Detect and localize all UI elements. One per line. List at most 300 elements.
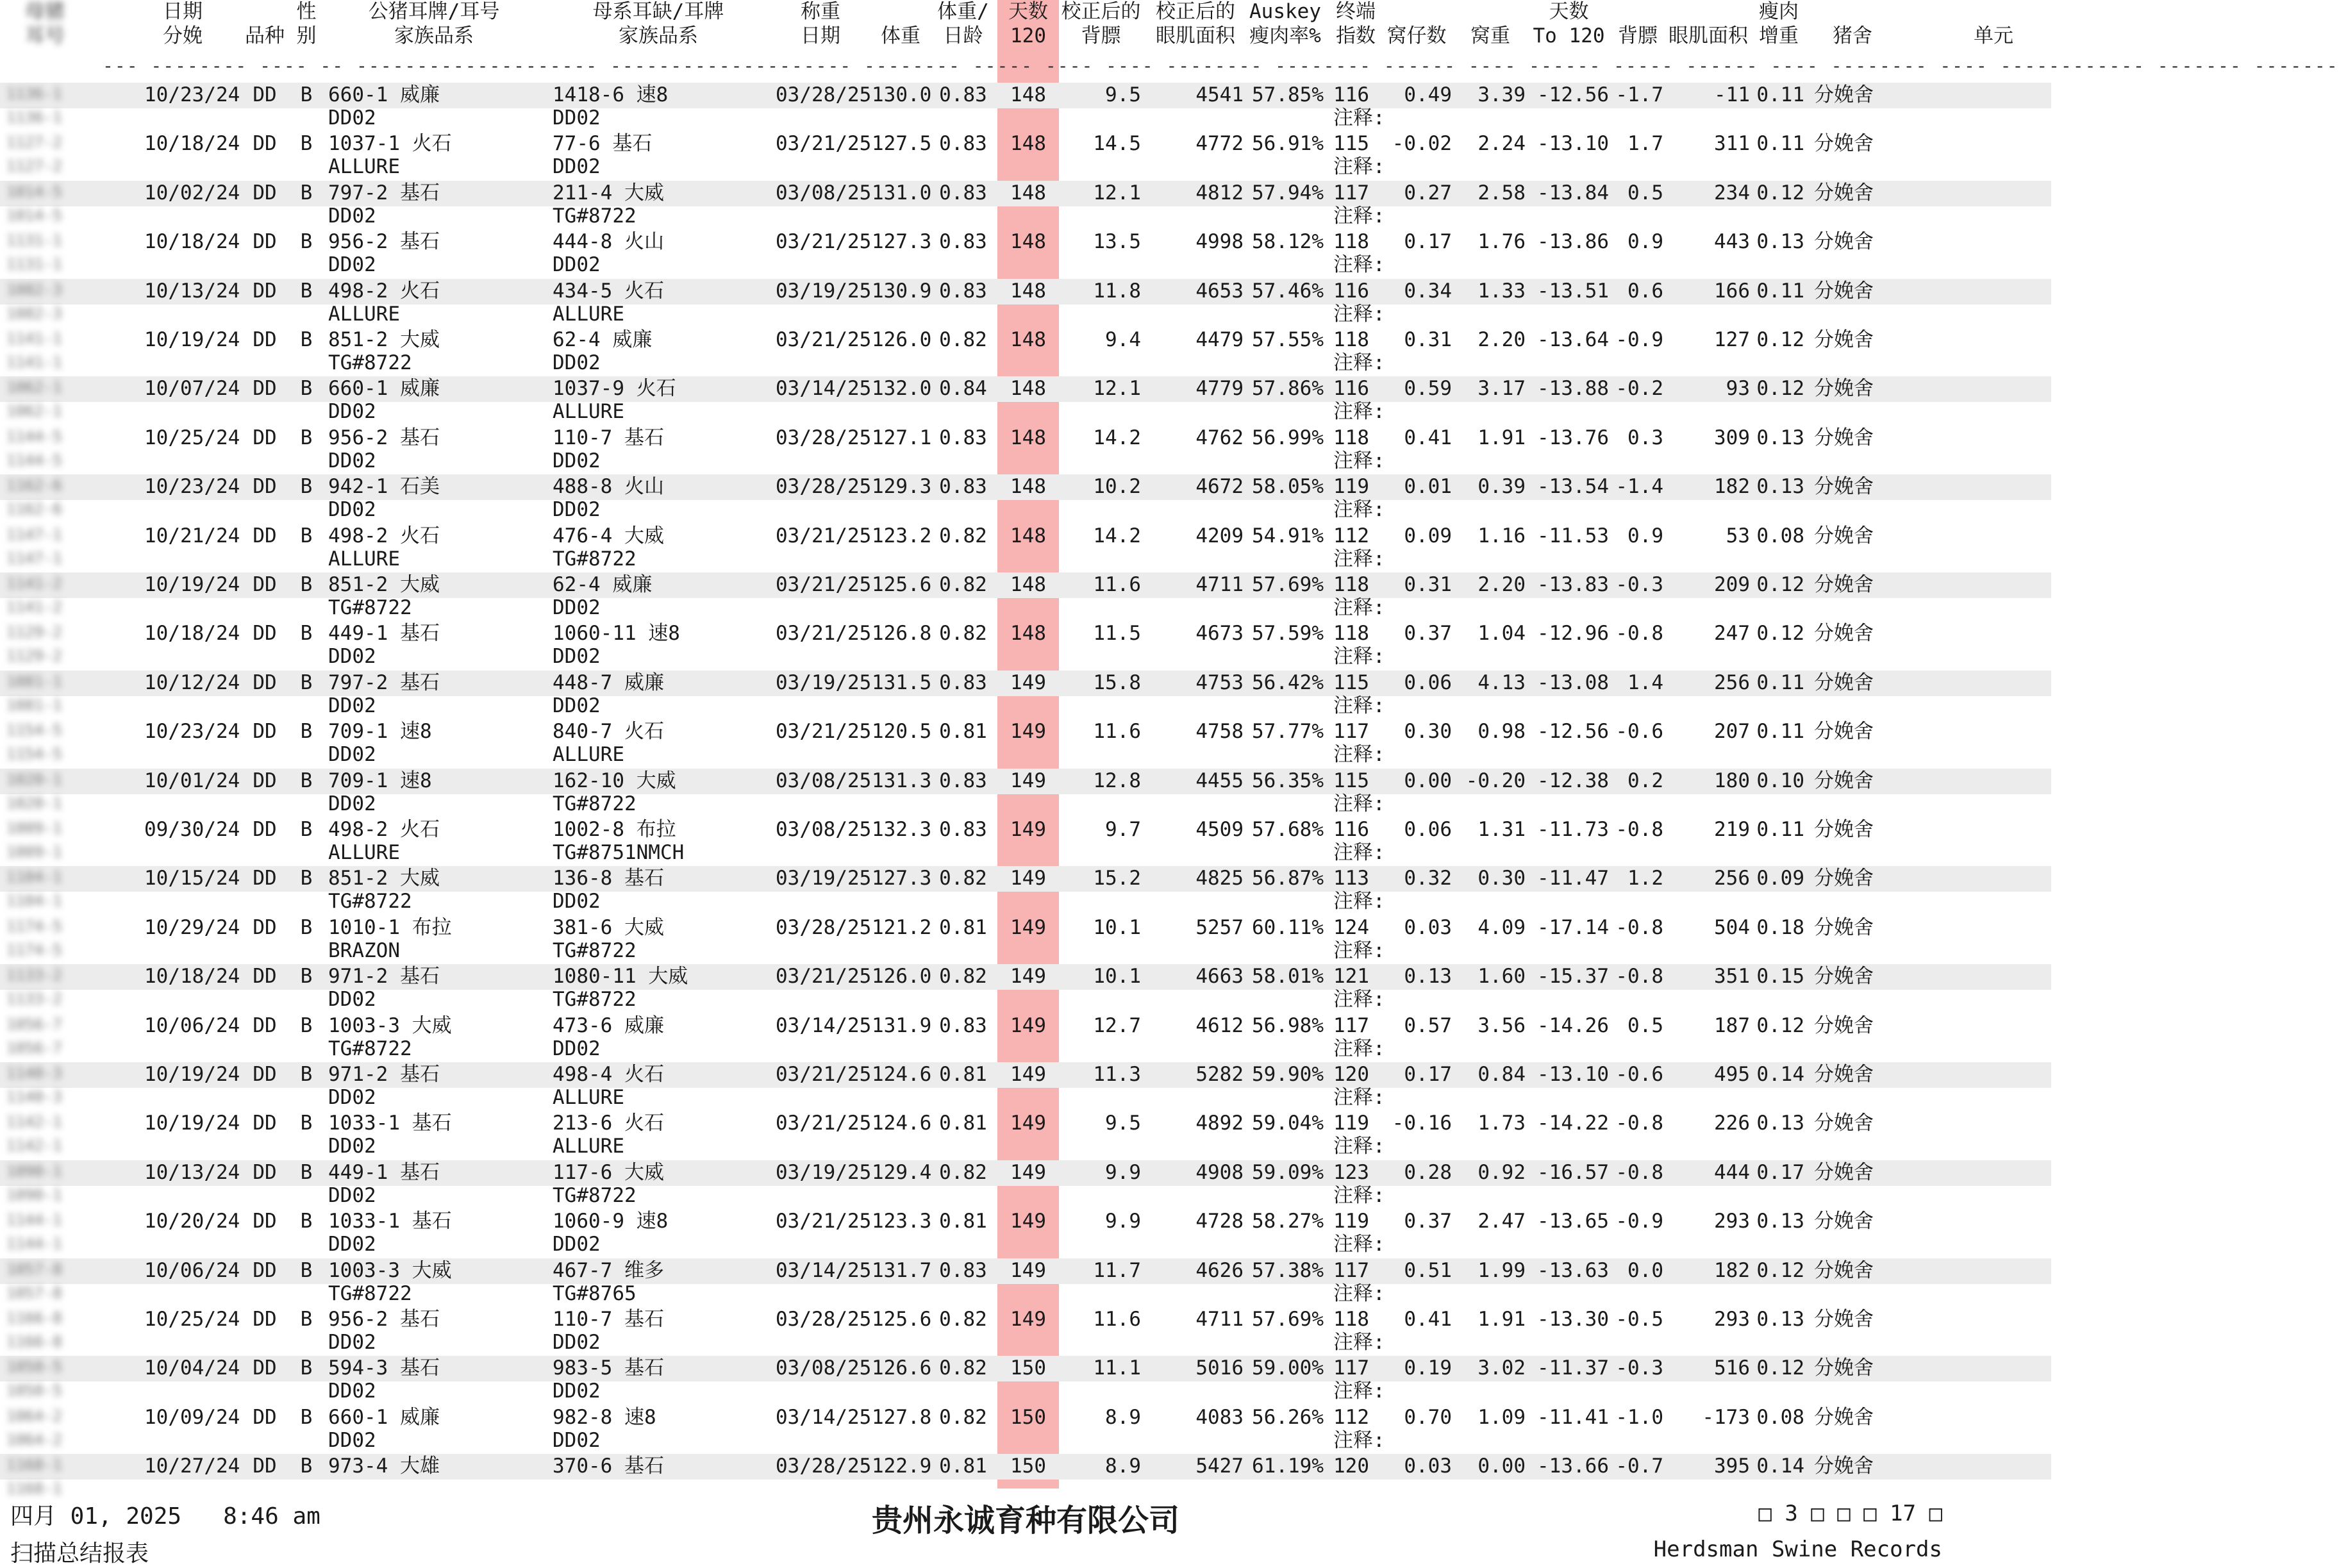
cell-dam-line: DD02 xyxy=(553,498,601,522)
cell-date: 10/06/24 xyxy=(144,1013,240,1037)
sow-id-redacted: 1090-1 xyxy=(6,1185,62,1204)
note-label: 注释: xyxy=(1333,694,1385,717)
cell-days: 149 xyxy=(1010,1258,1046,1282)
cell-wt: 127.3 xyxy=(872,867,932,890)
cell-wdate: 03/19/25 xyxy=(776,279,872,303)
cell-sire: 971-2 基石 xyxy=(328,965,440,988)
cell-days: 148 xyxy=(1010,622,1046,646)
sow-id-redacted: 1144-1 xyxy=(6,1235,62,1253)
cell-lea2: 53 xyxy=(1726,524,1750,547)
cell-adg: 0.81 xyxy=(939,1063,987,1086)
cell-lean: 57.86% xyxy=(1252,377,1324,401)
cell-to120: -13.51 xyxy=(1537,279,1609,303)
cell-lw: 2.58 xyxy=(1477,181,1526,204)
cell-dam: 162-10 大威 xyxy=(553,769,676,792)
cell-litter: 0.17 xyxy=(1404,1063,1452,1086)
cell-dam-line: DD02 xyxy=(553,694,601,717)
cell-barn: 分娩舍 xyxy=(1814,1112,1874,1135)
cell-litter: 0.00 xyxy=(1404,769,1452,792)
cell-lea: 5016 xyxy=(1195,1356,1244,1380)
cell-litter: 0.09 xyxy=(1404,524,1452,547)
cell-sire: 956-2 基石 xyxy=(328,1308,440,1331)
cell-lw: 3.17 xyxy=(1477,377,1526,401)
cell-litter: 0.19 xyxy=(1404,1356,1452,1380)
cell-sex: B xyxy=(300,1160,313,1184)
column-header-lea-line2: 眼肌面积 xyxy=(1156,24,1235,47)
cell-lg: 0.13 xyxy=(1756,1210,1804,1233)
cell-lea: 4762 xyxy=(1195,426,1244,449)
cell-adg: 0.81 xyxy=(939,1112,987,1135)
cell-dam: 213-6 火石 xyxy=(553,1112,664,1135)
cell-lea: 4892 xyxy=(1195,1112,1244,1135)
cell-lw: 1.04 xyxy=(1477,622,1526,646)
note-label: 注释: xyxy=(1333,841,1385,864)
cell-dam-line: DD02 xyxy=(553,1037,601,1060)
sow-id-redacted: 1129-2 xyxy=(6,647,62,665)
page-indicator: □ 3 □ □ □ 17 □ xyxy=(1758,1501,1942,1526)
cell-barn: 分娩舍 xyxy=(1814,83,1874,106)
cell-lea2: 180 xyxy=(1714,769,1750,792)
cell-sex: B xyxy=(300,426,313,449)
cell-sire: 942-1 石美 xyxy=(328,475,440,499)
cell-date: 10/25/24 xyxy=(144,426,240,449)
cell-lean: 58.05% xyxy=(1252,475,1324,499)
cell-dam-line: TG#8765 xyxy=(553,1281,637,1305)
cell-idx: 115 xyxy=(1333,769,1369,792)
cell-to120: -13.84 xyxy=(1537,181,1609,204)
cell-idx: 115 xyxy=(1333,671,1369,694)
cell-bf2: -0.3 xyxy=(1615,573,1663,596)
cell-barn: 分娩舍 xyxy=(1814,132,1874,156)
cell-lg: 0.12 xyxy=(1756,1013,1804,1037)
cell-wdate: 03/21/25 xyxy=(776,965,872,988)
cell-sire-line: ALLURE xyxy=(328,302,400,326)
note-label: 注释: xyxy=(1333,1183,1385,1207)
cell-lw: 4.09 xyxy=(1477,915,1526,939)
cell-date: 10/19/24 xyxy=(144,1112,240,1135)
cell-idx: 120 xyxy=(1333,1455,1369,1478)
cell-wt: 123.3 xyxy=(872,1210,932,1233)
cell-to120: -14.26 xyxy=(1537,1013,1609,1037)
cell-date: 10/19/24 xyxy=(144,328,240,351)
cell-sire-line: DD02 xyxy=(328,1233,376,1256)
cell-lg: 0.14 xyxy=(1756,1455,1804,1478)
cell-breed: DD xyxy=(253,475,277,499)
cell-date: 10/20/24 xyxy=(144,1210,240,1233)
cell-bf: 9.5 xyxy=(1105,1112,1141,1135)
cell-idx: 118 xyxy=(1333,426,1369,449)
cell-breed: DD xyxy=(253,377,277,401)
note-label: 注释: xyxy=(1333,1428,1385,1452)
cell-lea2: 219 xyxy=(1714,818,1750,841)
column-header-sex-line1: 性 xyxy=(296,0,317,23)
cell-lea2: 182 xyxy=(1714,475,1750,499)
sow-id-redacted: 1104-1 xyxy=(6,892,62,910)
sow-id-redacted: 1009-1 xyxy=(6,843,62,861)
cell-sex: B xyxy=(300,524,313,547)
cell-lg: 0.08 xyxy=(1756,1405,1804,1429)
cell-lg: 0.11 xyxy=(1756,83,1804,106)
cell-adg: 0.82 xyxy=(939,328,987,351)
cell-lw: 0.98 xyxy=(1477,720,1526,744)
cell-sire-line: DD02 xyxy=(328,1380,376,1403)
cell-wt: 131.5 xyxy=(872,671,932,694)
cell-bf2: 1.7 xyxy=(1627,132,1663,156)
cell-days: 149 xyxy=(1010,965,1046,988)
cell-lea2: 247 xyxy=(1714,622,1750,646)
sow-id-redacted: 1141-1 xyxy=(6,329,62,347)
cell-dam-line: DD02 xyxy=(553,1428,601,1452)
cell-bf2: 1.2 xyxy=(1627,867,1663,890)
cell-bf: 9.9 xyxy=(1105,1210,1141,1233)
column-header-lea2-line2: 眼肌面积 xyxy=(1669,24,1748,47)
cell-sex: B xyxy=(300,230,313,254)
cell-wt: 125.6 xyxy=(872,1308,932,1331)
cell-wt: 127.5 xyxy=(872,132,932,156)
cell-lea: 4753 xyxy=(1195,671,1244,694)
cell-idx: 118 xyxy=(1333,573,1369,596)
cell-adg: 0.83 xyxy=(939,475,987,499)
column-header-days-line2: 120 xyxy=(1010,24,1046,47)
cell-litter: 0.37 xyxy=(1404,622,1452,646)
cell-wdate: 03/28/25 xyxy=(776,83,872,106)
sow-id-redacted: 1050-5 xyxy=(6,1381,62,1400)
cell-wdate: 03/21/25 xyxy=(776,524,872,547)
cell-bf2: 1.4 xyxy=(1627,671,1663,694)
cell-breed: DD xyxy=(253,573,277,596)
cell-lea2: 293 xyxy=(1714,1210,1750,1233)
cell-sex: B xyxy=(300,915,313,939)
sow-id-redacted: 1020-1 xyxy=(6,794,62,812)
cell-litter: 0.51 xyxy=(1404,1258,1452,1282)
sow-id-redacted: 1162-6 xyxy=(6,500,62,519)
cell-sire: 1033-1 基石 xyxy=(328,1210,452,1233)
cell-wdate: 03/14/25 xyxy=(776,1258,872,1282)
cell-idx: 117 xyxy=(1333,181,1369,204)
cell-sire: 1010-1 布拉 xyxy=(328,915,452,939)
cell-lean: 57.46% xyxy=(1252,279,1324,303)
cell-idx: 116 xyxy=(1333,377,1369,401)
cell-lean: 56.35% xyxy=(1252,769,1324,792)
column-header-bf-line1: 校正后的 xyxy=(1061,0,1141,23)
cell-adg: 0.82 xyxy=(939,1160,987,1184)
sow-id-redacted: 1168-1 xyxy=(6,1456,62,1474)
cell-litter: -0.16 xyxy=(1392,1112,1452,1135)
column-header-sire-line2: 家族品系 xyxy=(394,24,474,47)
cell-sire: 660-1 威廉 xyxy=(328,83,440,106)
cell-sire: 498-2 火石 xyxy=(328,818,440,841)
cell-sex: B xyxy=(300,1210,313,1233)
cell-dam-line: ALLURE xyxy=(553,1135,624,1158)
cell-wdate: 03/21/25 xyxy=(776,573,872,596)
cell-to120: -13.86 xyxy=(1537,230,1609,254)
cell-litter: 0.41 xyxy=(1404,426,1452,449)
note-label: 注释: xyxy=(1333,204,1385,228)
cell-idx: 119 xyxy=(1333,1112,1369,1135)
cell-bf2: 0.6 xyxy=(1627,279,1663,303)
cell-dam: 110-7 基石 xyxy=(553,426,664,449)
cell-date: 10/04/24 xyxy=(144,1356,240,1380)
cell-sire-line: ALLURE xyxy=(328,547,400,571)
cell-dam-line: DD02 xyxy=(553,1380,601,1403)
cell-idx: 118 xyxy=(1333,1308,1369,1331)
column-header-wdate-line1: 称重 xyxy=(801,0,840,23)
cell-litter: 0.57 xyxy=(1404,1013,1452,1037)
cell-bf2: -0.9 xyxy=(1615,1210,1663,1233)
cell-to120: -11.73 xyxy=(1537,818,1609,841)
cell-sire: 851-2 大威 xyxy=(328,867,440,890)
cell-days: 149 xyxy=(1010,1013,1046,1037)
cell-wt: 131.0 xyxy=(872,181,932,204)
cell-bf2: -0.8 xyxy=(1615,622,1663,646)
cell-breed: DD xyxy=(253,1356,277,1380)
cell-breed: DD xyxy=(253,279,277,303)
cell-sire: 973-4 大雄 xyxy=(328,1455,440,1478)
cell-days: 149 xyxy=(1010,1308,1046,1331)
cell-lg: 0.11 xyxy=(1756,720,1804,744)
cell-sex: B xyxy=(300,1308,313,1331)
cell-bf2: 0.9 xyxy=(1627,524,1663,547)
cell-dam-line: ALLURE xyxy=(553,1086,624,1109)
cell-lea2: 209 xyxy=(1714,573,1750,596)
cell-dam: 982-8 速8 xyxy=(553,1405,656,1429)
note-label: 注释: xyxy=(1333,155,1385,179)
cell-bf: 9.5 xyxy=(1105,83,1141,106)
cell-breed: DD xyxy=(253,132,277,156)
cell-adg: 0.83 xyxy=(939,181,987,204)
cell-dam: 370-6 基石 xyxy=(553,1455,664,1478)
cell-barn: 分娩舍 xyxy=(1814,1308,1874,1331)
note-label: 注释: xyxy=(1333,792,1385,815)
cell-lea: 4083 xyxy=(1195,1405,1244,1429)
cell-wt: 123.2 xyxy=(872,524,932,547)
cell-litter: 0.27 xyxy=(1404,181,1452,204)
sow-id-redacted: 1154-5 xyxy=(6,745,62,763)
cell-lea2: 395 xyxy=(1714,1455,1750,1478)
cell-lea: 4653 xyxy=(1195,279,1244,303)
column-header-wdate-line2: 日期 xyxy=(801,24,840,47)
cell-idx: 118 xyxy=(1333,622,1369,646)
cell-days: 148 xyxy=(1010,181,1046,204)
cell-lea2: 293 xyxy=(1714,1308,1750,1331)
cell-litter: -0.02 xyxy=(1392,132,1452,156)
cell-lg: 0.08 xyxy=(1756,524,1804,547)
cell-sex: B xyxy=(300,328,313,351)
cell-lean: 57.94% xyxy=(1252,181,1324,204)
cell-lw: 1.09 xyxy=(1477,1405,1526,1429)
cell-sire-line: TG#8722 xyxy=(328,351,412,374)
column-header-lea-line1: 校正后的 xyxy=(1156,0,1235,23)
cell-lg: 0.12 xyxy=(1756,1258,1804,1282)
cell-adg: 0.83 xyxy=(939,818,987,841)
cell-sire-line: DD02 xyxy=(328,204,376,228)
sow-id-redacted: 1057-8 xyxy=(6,1260,62,1278)
column-header-bf-line2: 背膘 xyxy=(1081,24,1121,47)
note-label: 注释: xyxy=(1333,988,1385,1012)
cell-wt: 120.5 xyxy=(872,720,932,744)
column-header-wt-line2: 体重 xyxy=(881,24,920,47)
cell-wt: 131.3 xyxy=(872,769,932,792)
cell-lw: 3.56 xyxy=(1477,1013,1526,1037)
cell-sex: B xyxy=(300,1405,313,1429)
cell-litter: 0.32 xyxy=(1404,867,1452,890)
cell-bf2: -0.8 xyxy=(1615,1112,1663,1135)
cell-days: 149 xyxy=(1010,818,1046,841)
cell-idx: 113 xyxy=(1333,867,1369,890)
cell-bf2: -0.8 xyxy=(1615,965,1663,988)
cell-bf2: 0.5 xyxy=(1627,181,1663,204)
cell-bf2: 0.2 xyxy=(1627,769,1663,792)
sow-id-redacted: 1166-8 xyxy=(6,1333,62,1351)
cell-bf: 10.1 xyxy=(1093,965,1141,988)
sow-id-redacted: 1020-1 xyxy=(6,770,62,788)
cell-dam: 444-8 火山 xyxy=(553,230,664,254)
cell-sire: 594-3 基石 xyxy=(328,1356,440,1380)
note-label: 注释: xyxy=(1333,1086,1385,1109)
cell-to120: -13.64 xyxy=(1537,328,1609,351)
column-header-lg-line1: 瘦肉 xyxy=(1759,0,1799,23)
cell-lean: 57.55% xyxy=(1252,328,1324,351)
cell-bf: 11.8 xyxy=(1093,279,1141,303)
cell-dam-line: DD02 xyxy=(553,253,601,277)
cell-lea2: -11 xyxy=(1714,83,1750,106)
cell-sire-line: DD02 xyxy=(328,253,376,277)
cell-lean: 57.77% xyxy=(1252,720,1324,744)
cell-wt: 129.3 xyxy=(872,475,932,499)
cell-adg: 0.82 xyxy=(939,524,987,547)
cell-adg: 0.83 xyxy=(939,83,987,106)
cell-lea: 4728 xyxy=(1195,1210,1244,1233)
cell-bf2: -1.4 xyxy=(1615,475,1663,499)
cell-idx: 116 xyxy=(1333,818,1369,841)
cell-barn: 分娩舍 xyxy=(1814,915,1874,939)
column-header-dam-line2: 家族品系 xyxy=(619,24,698,47)
cell-breed: DD xyxy=(253,524,277,547)
cell-dam: 434-5 火石 xyxy=(553,279,664,303)
cell-to120: -12.96 xyxy=(1537,622,1609,646)
cell-litter: 0.41 xyxy=(1404,1308,1452,1331)
header-divider: --- -------- ---- -- -------------------- -------------------- -------- ----- ---- ---- -------- -------- ------ ---- ------ ----- ------ ---- -------- ---- ------------ ------- ------- xyxy=(103,55,2339,76)
cell-bf2: -0.5 xyxy=(1615,1308,1663,1331)
cell-dam-line: TG#8722 xyxy=(553,547,637,571)
column-header-barn-line2: 猪舍 xyxy=(1833,24,1872,47)
cell-wt: 131.7 xyxy=(872,1258,932,1282)
cell-lw: -0.20 xyxy=(1465,769,1526,792)
sow-id-redacted: 1136-1 xyxy=(6,108,62,126)
cell-lw: 2.47 xyxy=(1477,1210,1526,1233)
column-header-breed-line2: 品种 xyxy=(245,24,285,47)
cell-date: 10/18/24 xyxy=(144,230,240,254)
cell-barn: 分娩舍 xyxy=(1814,818,1874,841)
cell-adg: 0.81 xyxy=(939,1455,987,1478)
cell-litter: 0.37 xyxy=(1404,1210,1452,1233)
cell-bf: 10.2 xyxy=(1093,475,1141,499)
cell-dam-line: DD02 xyxy=(553,596,601,619)
cell-bf: 8.9 xyxy=(1105,1455,1141,1478)
cell-dam: 1037-9 火石 xyxy=(553,377,676,401)
sow-id-redacted: 1140-3 xyxy=(6,1088,62,1106)
cell-dam-line: TG#8722 xyxy=(553,988,637,1012)
cell-adg: 0.83 xyxy=(939,769,987,792)
sow-id-redacted: 1014-5 xyxy=(6,206,62,224)
sow-id-redacted: 1062-1 xyxy=(6,402,62,421)
cell-wdate: 03/28/25 xyxy=(776,915,872,939)
cell-dam: 1060-11 速8 xyxy=(553,622,680,646)
cell-wt: 127.8 xyxy=(872,1405,932,1429)
sow-id-redacted: 1090-1 xyxy=(6,1162,62,1180)
cell-dam: 62-4 威廉 xyxy=(553,328,653,351)
sow-id-redacted: 1154-5 xyxy=(6,721,62,740)
cell-breed: DD xyxy=(253,1405,277,1429)
cell-sex: B xyxy=(300,671,313,694)
cell-lea: 4758 xyxy=(1195,720,1244,744)
cell-lea: 4626 xyxy=(1195,1258,1244,1282)
cell-date: 09/30/24 xyxy=(144,818,240,841)
cell-date: 10/13/24 xyxy=(144,279,240,303)
cell-litter: 0.06 xyxy=(1404,671,1452,694)
cell-barn: 分娩舍 xyxy=(1814,1013,1874,1037)
cell-wt: 121.2 xyxy=(872,915,932,939)
cell-lea2: 256 xyxy=(1714,671,1750,694)
cell-bf2: -0.2 xyxy=(1615,377,1663,401)
note-label: 注释: xyxy=(1333,1331,1385,1354)
column-header-dam-line1: 母系耳缺/耳牌 xyxy=(592,0,724,23)
cell-bf: 15.2 xyxy=(1093,867,1141,890)
cell-lean: 57.69% xyxy=(1252,1308,1324,1331)
cell-days: 149 xyxy=(1010,1112,1046,1135)
cell-lg: 0.18 xyxy=(1756,915,1804,939)
cell-dam: 110-7 基石 xyxy=(553,1308,664,1331)
cell-lg: 0.13 xyxy=(1756,230,1804,254)
cell-sire-line: DD02 xyxy=(328,792,376,815)
cell-wdate: 03/08/25 xyxy=(776,181,872,204)
cell-lea2: 234 xyxy=(1714,181,1750,204)
note-label: 注释: xyxy=(1333,400,1385,424)
cell-sire: 709-1 速8 xyxy=(328,769,432,792)
cell-wdate: 03/19/25 xyxy=(776,1160,872,1184)
cell-wdate: 03/28/25 xyxy=(776,475,872,499)
cell-sex: B xyxy=(300,1455,313,1478)
sow-id-redacted: 1147-1 xyxy=(6,549,62,567)
cell-sex: B xyxy=(300,83,313,106)
cell-to120: -12.38 xyxy=(1537,769,1609,792)
cell-barn: 分娩舍 xyxy=(1814,867,1874,890)
cell-sire-line: DD02 xyxy=(328,988,376,1012)
cell-wdate: 03/08/25 xyxy=(776,769,872,792)
cell-sex: B xyxy=(300,1063,313,1086)
note-label: 注释: xyxy=(1333,1233,1385,1256)
report-title: 扫描总结报表 xyxy=(10,1540,149,1567)
cell-adg: 0.83 xyxy=(939,1013,987,1037)
cell-to120: -13.76 xyxy=(1537,426,1609,449)
cell-breed: DD xyxy=(253,1210,277,1233)
cell-days: 148 xyxy=(1010,279,1046,303)
cell-dam-line: DD02 xyxy=(553,1331,601,1354)
cell-sire: 1037-1 火石 xyxy=(328,132,452,156)
cell-sex: B xyxy=(300,1013,313,1037)
sow-id-redacted: 1141-2 xyxy=(6,574,62,592)
cell-lw: 2.20 xyxy=(1477,573,1526,596)
cell-barn: 分娩舍 xyxy=(1814,671,1874,694)
cell-adg: 0.82 xyxy=(939,1356,987,1380)
cell-wt: 130.0 xyxy=(872,83,932,106)
cell-idx: 112 xyxy=(1333,1405,1369,1429)
note-label: 注释: xyxy=(1333,1135,1385,1158)
cell-adg: 0.83 xyxy=(939,230,987,254)
cell-days: 148 xyxy=(1010,328,1046,351)
cell-wdate: 03/19/25 xyxy=(776,867,872,890)
sow-id-redacted: 1056-7 xyxy=(6,1038,62,1057)
